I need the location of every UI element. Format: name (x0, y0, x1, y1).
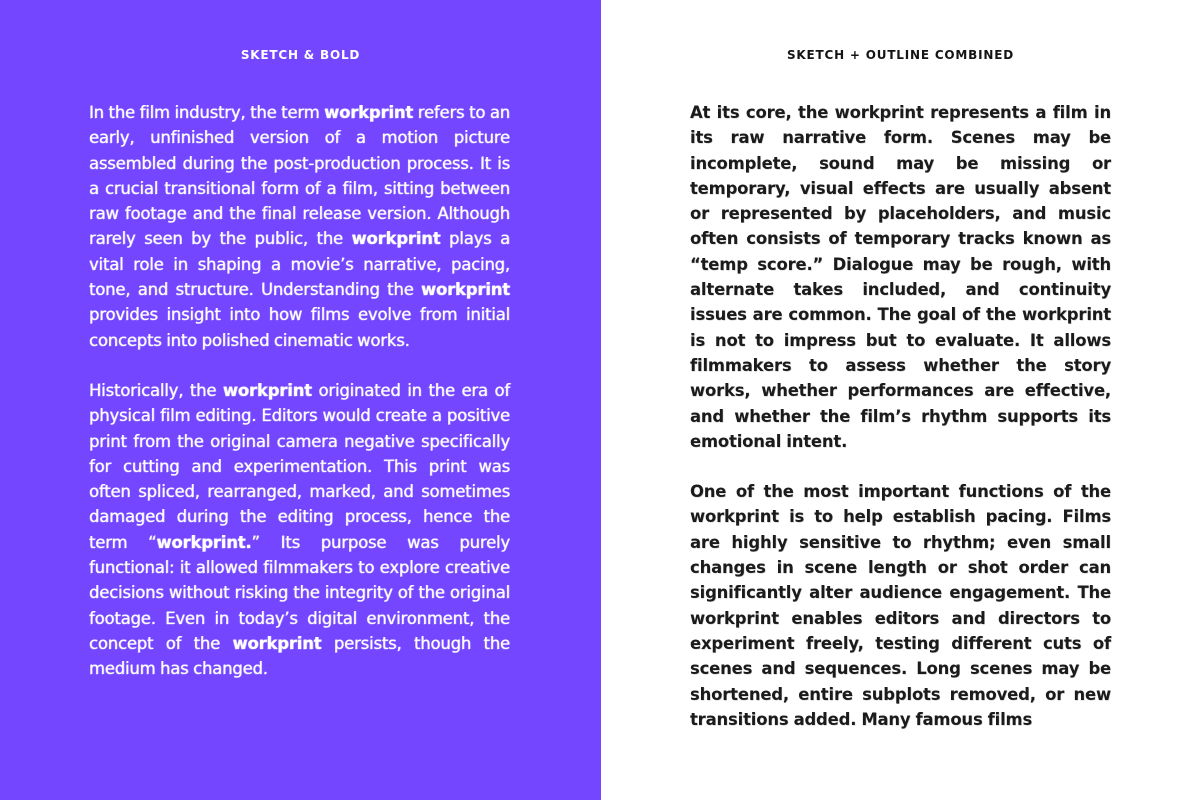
right-paragraph-1 (690, 100, 1111, 454)
right-text-clip (601, 0, 1200, 735)
bold-term: workprint (232, 633, 322, 653)
text-run: Historically, the (89, 380, 223, 400)
bold-term: workprint. (156, 532, 252, 552)
bold-term: workprint (351, 229, 441, 249)
text-run: One of the most important functions of the workprint is to help establish pacing. Films are highly sensitive to rhythm; even small changes in scene length or shot order can significantly alter audience engagement. The workprint enables editors and directors to experiment freely, testing different cuts of scenes and sequences. Long scenes may be shortened, entire subplots removed, or new transitions added. Many famous films (690, 482, 1111, 729)
text-run: ” Its purpose was purely functional: it allowed filmmakers to explore creative decisions without risking the integrity of the original footage. Even in today’s digital environment, the concept of the (89, 532, 510, 653)
left-text-block (89, 100, 510, 707)
text-run: In the film industry, the term (89, 103, 325, 122)
bold-term: workprint (421, 280, 510, 300)
left-panel-heading: SKETCH & BOLD (240, 48, 361, 62)
text-run: originated in the era of physical film editing. Editors would create a positive print from the original camera negative specifically for cutting and experimentation. This print was often spliced, rearranged, marked, and sometimes damaged during the editing process, hence the term “ (89, 380, 510, 552)
text-run: At its core, the workprint represents a film in its raw narrative form. Scenes may be incomplete, sound may be missing or temporary, visual effects are usually absent or represented by placeholders, and music often consists of temporary tracks known as “temp score.” Dialogue may be rough, with alternate takes included, and continuity issues are common. The goal of the workprint is not to impress but to evaluate. It allows filmmakers to assess whether the story works, whether performances are effective, and whether the film’s rhythm supports its emotional intent. (690, 103, 1111, 451)
text-run: plays a vital role in shaping a movie’s narrative, pacing, tone, and structure. Understanding the (89, 229, 510, 300)
bold-term: workprint (324, 103, 414, 122)
text-run: provides insight into how films evolve from initial concepts into polished cinematic works. (89, 305, 510, 350)
text-run: refers to an early, unfinished version of a motion picture assembled during the post-production process. It is a crucial transitional form of a film, sitting between raw footage and the final release version. Although rarely seen by the public, the (89, 103, 510, 249)
right-paragraph-2 (690, 479, 1111, 732)
left-paragraph-1 (89, 100, 510, 353)
right-text-block (690, 100, 1111, 735)
right-panel (601, 0, 1200, 800)
left-paragraph-2 (89, 378, 510, 682)
right-panel-heading: SKETCH + OUTLINE COMBINED (786, 48, 1014, 62)
bold-term: workprint (222, 380, 312, 400)
text-run: persists, though the medium has changed. (89, 633, 510, 679)
